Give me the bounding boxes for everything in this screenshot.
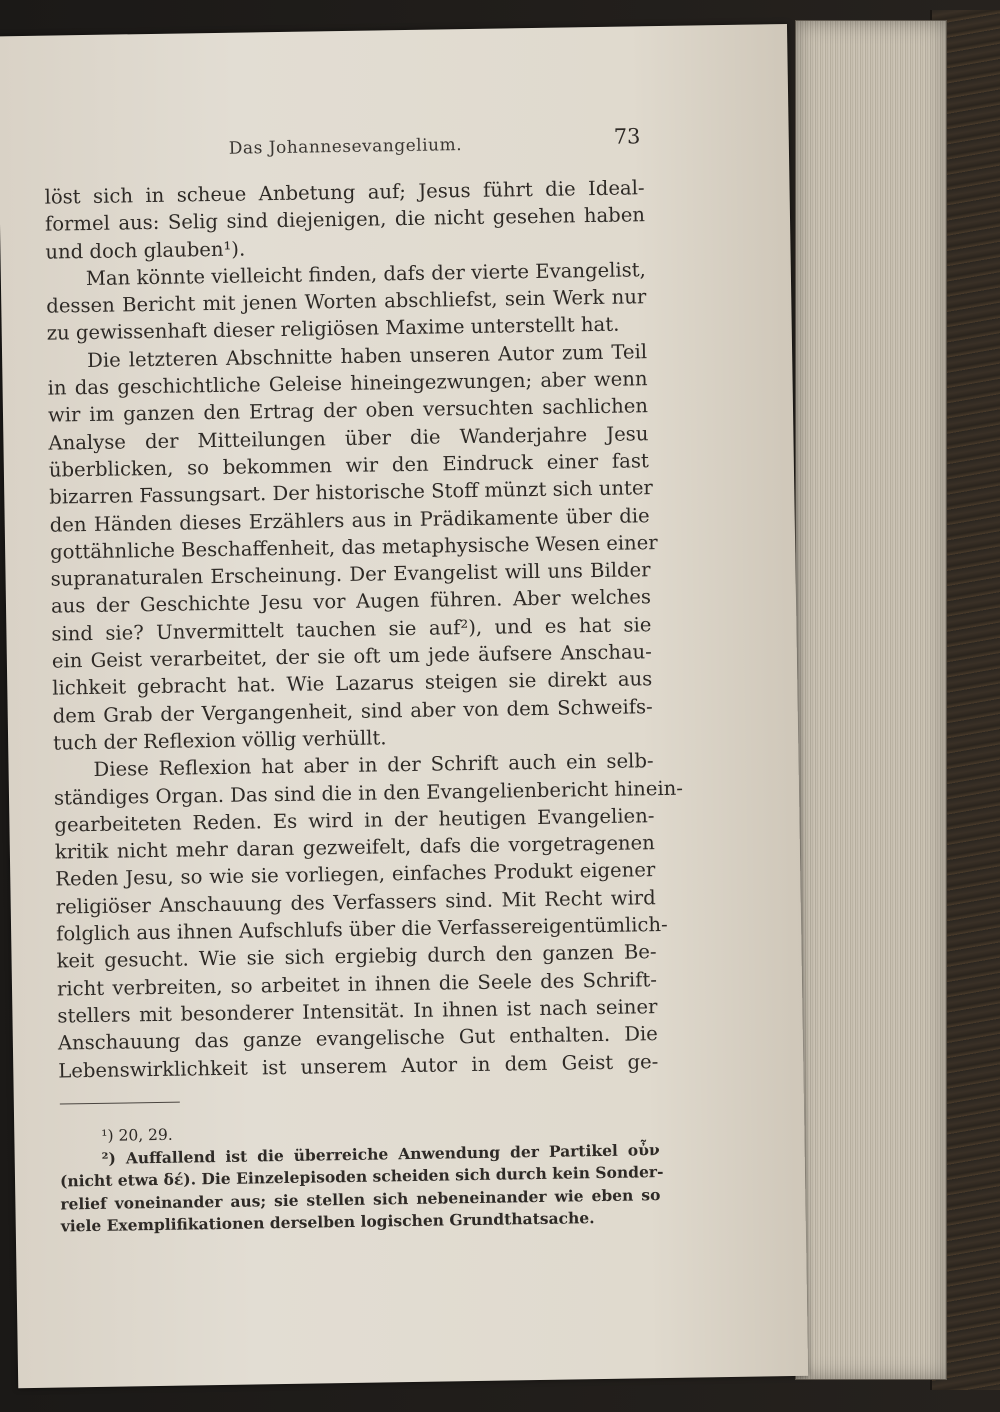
text-line: den Händen dieses Erzählers aus in Prädikamente über die [49, 503, 650, 537]
text-line: tuch der Reflexion völlig verhüllt. [52, 726, 387, 755]
text-line: keit gesucht. Wie sie sich ergiebig durch den ganzen Be- [56, 940, 657, 973]
text-line: Reden Jesu, so wie sie vorliegen, einfaches Produkt eigener [55, 858, 656, 891]
footnotes [59, 1116, 664, 1238]
page-number: 73 [613, 124, 641, 149]
text-line: religiöser Anschauung des Verfassers sind. Mit Recht wird [55, 885, 656, 919]
running-head: Das Johannesevangelium. [228, 135, 463, 159]
text-line: Anschauung das ganze evangelische Gut enthalten. Die [57, 1022, 658, 1055]
text-line: gearbeiteten Reden. Es wird in der heutigen Evangelien- [54, 803, 655, 837]
text-line: wir im ganzen den Ertrag der oben versuchten sachlichen [47, 394, 649, 427]
page-edges [795, 20, 947, 1380]
text-line: Lebenswirklichkeit ist unserem Autor in dem Geist ge- [58, 1049, 659, 1083]
footnote-rule [60, 1102, 180, 1105]
footnote-line: viele Exemplifikationen derselben logischen Grundthatsache. [60, 1208, 595, 1236]
body-text [44, 174, 684, 1084]
footnote-line: (nicht etwa δέ). Die Einzelepisoden scheiden sich durch kein Sonder- [59, 1162, 664, 1191]
text-line: bizarren Fassungsart. Der historische Stoff münzt sich unter [49, 476, 654, 509]
text-line: folglich aus ihnen Aufschlufs über die Verfassereigentümlich- [55, 912, 668, 946]
book-page [0, 24, 808, 1388]
text-line: Diese Reflexion hat aber in der Schrift auch ein selb- [93, 749, 654, 782]
text-line: sind sie? Unvermittelt tauchen sie auf²), und es hat sie [51, 612, 652, 646]
footnote-line: ¹) 20, 29. [101, 1125, 173, 1145]
text-line: stellers mit besonderer Intensität. In ihnen ist nach seiner [57, 995, 658, 1028]
text-line: gottähnliche Beschaffenheit, das metaphysische Wesen einer [49, 530, 658, 564]
footnote-line: ²) Auffallend ist die überreiche Anwendung der Partikel οὖν [101, 1139, 660, 1168]
text-line: in das geschichtliche Geleise hineingezwungen; aber wenn [47, 367, 648, 400]
footnote-line: relief voneinander aus; sie stellen sich nebeneinander wie eben so [60, 1184, 661, 1214]
text-line: ständiges Organ. Das sind die in den Evangelienbericht hinein- [53, 776, 684, 810]
text-line: löst sich in scheue Anbetung auf; Jesus führt die Ideal- [44, 176, 645, 209]
text-line: supranaturalen Erscheinung. Der Evangelist will uns Bilder [50, 558, 651, 591]
text-line: kritik nicht mehr daran gezweifelt, dafs die vorgetragenen [54, 831, 655, 864]
text-line: richt verbreiten, so arbeitet in ihnen die Seele des Schrift- [56, 967, 658, 1001]
text-line: lichkeit gebracht hat. Wie Lazarus steigen sie direkt aus [52, 667, 653, 700]
text-line: überblicken, so bekommen wir den Eindruck einer fast [48, 449, 649, 482]
text-line: und doch glauben¹). [45, 237, 246, 264]
text-line: Analyse der Mitteilungen über die Wanderjahre Jesu [48, 421, 649, 455]
text-line: dem Grab der Vergangenheit, sind aber von dem Schweifs- [52, 694, 653, 728]
text-line: zu gewissenhaft dieser religiösen Maxime unterstellt hat. [46, 313, 620, 346]
text-line: ein Geist verarbeitet, der sie oft um jede äufsere Anschau- [51, 640, 652, 673]
text-line: dessen Bericht mit jenen Worten abschliefst, sein Werk nur [46, 285, 647, 318]
text-line: Man könnte vielleicht finden, dafs der vierte Evangelist, [85, 258, 646, 290]
text-line: formel aus: Selig sind diejenigen, die nicht gesehen haben [44, 203, 646, 236]
text-line: Die letzteren Abschnitte haben unseren Autor zum Teil [86, 339, 648, 372]
text-line: aus der Geschichte Jesu vor Augen führen. Aber welches [50, 585, 652, 619]
